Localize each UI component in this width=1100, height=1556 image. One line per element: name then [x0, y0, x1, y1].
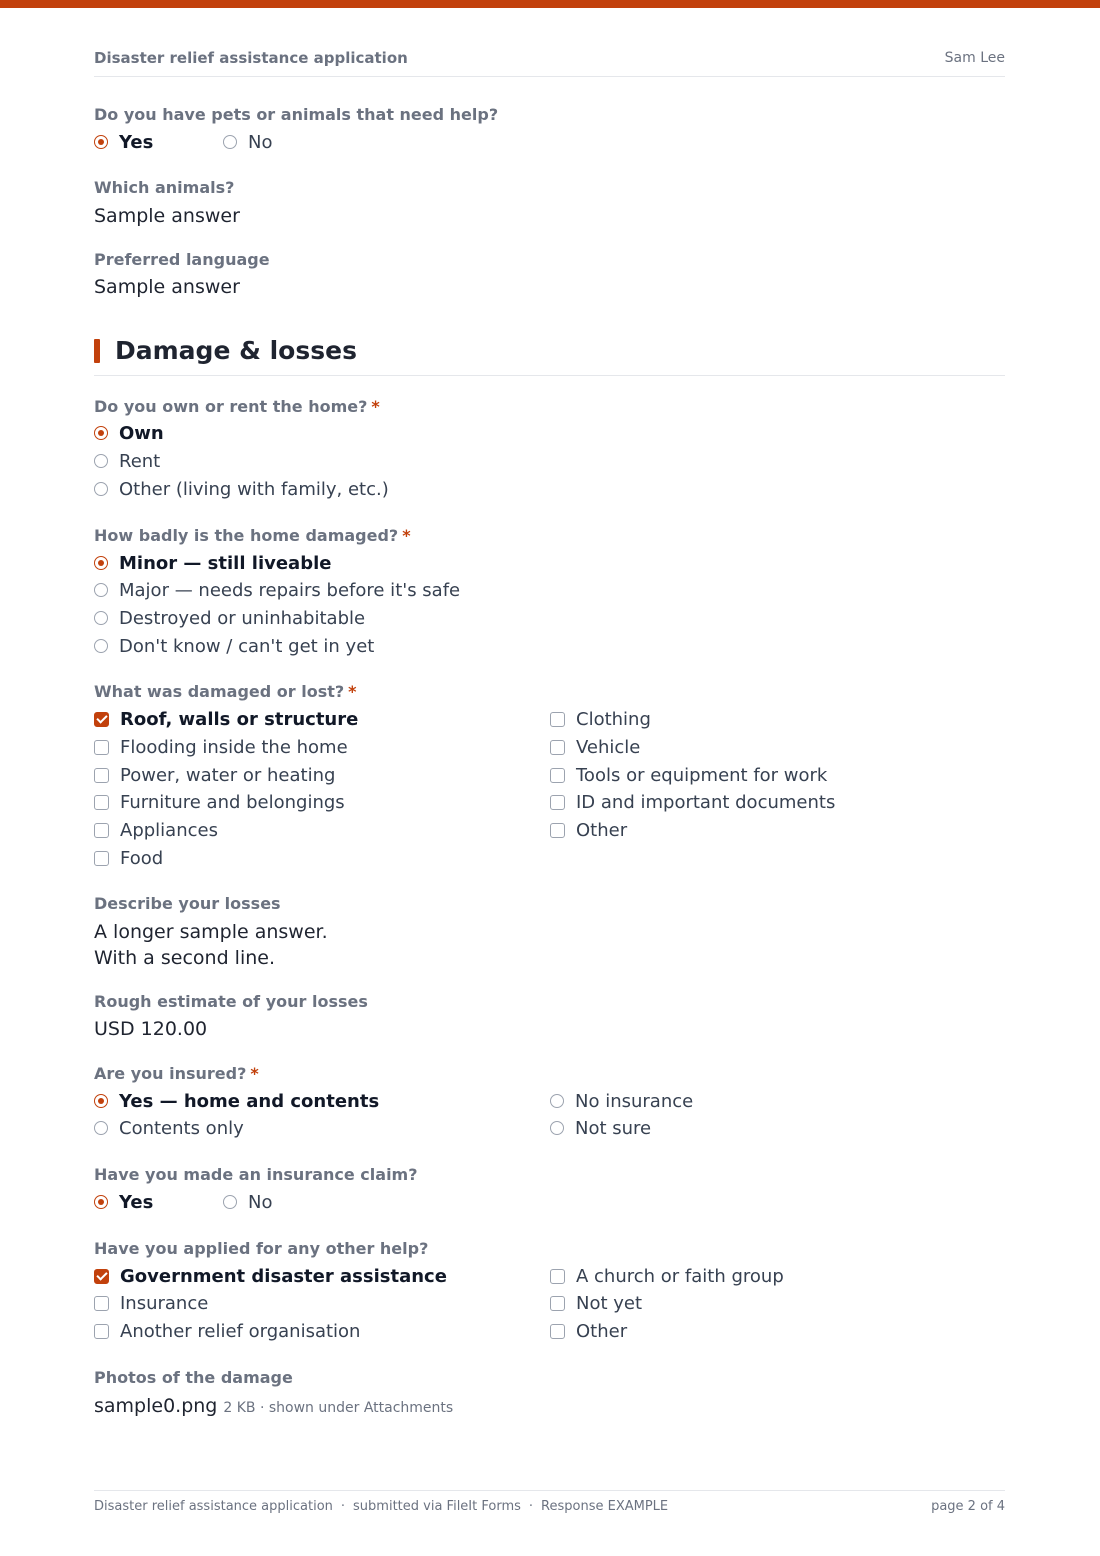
checkbox-unchecked-icon	[550, 823, 565, 838]
option-label: Other	[576, 1320, 628, 1342]
radio-unselected-icon	[94, 454, 108, 468]
question-text: Do you own or rent the home?	[94, 397, 368, 416]
other-help-checkbox[interactable]	[94, 1264, 447, 1288]
question-text: Are you insured?	[94, 1064, 247, 1083]
losses-answer-line-1: A longer sample answer.	[94, 921, 328, 943]
option-label: Own	[119, 422, 164, 444]
pets-option-no[interactable]	[223, 130, 272, 154]
own-rent-option-rent[interactable]	[94, 449, 160, 473]
option-label: Yes — home and contents	[119, 1090, 380, 1112]
own-rent-option-own[interactable]	[94, 421, 164, 445]
footer-separator: ·	[528, 1499, 534, 1514]
option-label: Another relief organisation	[120, 1320, 361, 1342]
damaged-item-checkbox[interactable]	[550, 735, 640, 759]
checkbox-unchecked-icon	[550, 768, 565, 783]
damage-option-destroyed[interactable]	[94, 606, 365, 630]
option-label: Yes	[119, 1191, 154, 1213]
insured-option[interactable]	[94, 1089, 379, 1113]
insured-option[interactable]	[550, 1116, 651, 1140]
footer-separator: ·	[340, 1499, 346, 1514]
option-label: Furniture and belongings	[120, 791, 345, 813]
checkbox-unchecked-icon	[94, 795, 109, 810]
radio-unselected-icon	[94, 611, 108, 625]
option-label: Major — needs repairs before it's safe	[119, 579, 461, 601]
damaged-item-checkbox[interactable]	[550, 707, 651, 731]
radio-unselected-icon	[94, 482, 108, 496]
damaged-item-checkbox[interactable]	[94, 790, 345, 814]
question-animals-label: Which animals?	[94, 178, 235, 197]
own-rent-option-other[interactable]	[94, 477, 389, 501]
option-label: No	[248, 1191, 273, 1213]
damage-option-minor[interactable]	[94, 551, 331, 575]
other-help-checkbox[interactable]	[550, 1291, 642, 1315]
option-label: Not yet	[576, 1292, 643, 1314]
estimate-answer: USD 120.00	[94, 1018, 208, 1040]
question-damaged-items-label	[94, 682, 357, 701]
question-damage-level-label	[94, 526, 411, 545]
option-label: Insurance	[120, 1292, 209, 1314]
required-mark: *	[371, 397, 380, 416]
checkbox-unchecked-icon	[550, 1269, 565, 1284]
damaged-item-checkbox[interactable]	[550, 790, 835, 814]
checkbox-unchecked-icon	[550, 795, 565, 810]
option-label: Contents only	[119, 1117, 244, 1139]
option-label: No insurance	[575, 1090, 694, 1112]
option-label: Appliances	[120, 819, 218, 841]
checkbox-unchecked-icon	[94, 740, 109, 755]
radio-selected-icon	[94, 426, 108, 440]
damaged-item-checkbox[interactable]	[550, 763, 827, 787]
option-label: ID and important documents	[576, 791, 836, 813]
radio-unselected-icon	[223, 135, 237, 149]
other-help-checkbox[interactable]	[94, 1319, 360, 1343]
option-label: Yes	[119, 131, 154, 153]
checkbox-checked-icon	[94, 712, 109, 727]
pets-option-yes[interactable]	[94, 130, 153, 154]
footer-info	[94, 1499, 668, 1514]
option-label: Roof, walls or structure	[120, 708, 359, 730]
option-label: Other (living with family, etc.)	[119, 478, 389, 500]
damaged-item-checkbox[interactable]	[94, 818, 218, 842]
language-answer: Sample answer	[94, 276, 240, 298]
footer-response: Response EXAMPLE	[541, 1499, 669, 1514]
page-number: page 2 of 4	[931, 1499, 1005, 1514]
option-label: Destroyed or uninhabitable	[119, 607, 366, 629]
section-accent-bar	[94, 339, 100, 363]
option-label: Vehicle	[576, 736, 641, 758]
radio-selected-icon	[94, 135, 108, 149]
option-label: Don't know / can't get in yet	[119, 635, 375, 657]
option-label: A church or faith group	[576, 1265, 784, 1287]
damaged-item-checkbox[interactable]	[94, 735, 348, 759]
other-help-checkbox[interactable]	[550, 1264, 784, 1288]
other-help-checkbox[interactable]	[550, 1319, 627, 1343]
footer-document-title: Disaster relief assistance application	[94, 1499, 333, 1514]
top-accent-bar	[0, 0, 1100, 8]
option-label: Tools or equipment for work	[576, 764, 828, 786]
option-label: Rent	[119, 450, 161, 472]
required-mark: *	[402, 526, 411, 545]
attachment-file-name: sample0.png	[94, 1395, 218, 1417]
checkbox-unchecked-icon	[550, 1324, 565, 1339]
question-language-label: Preferred language	[94, 250, 270, 269]
page-footer	[94, 1490, 1005, 1521]
damage-option-major[interactable]	[94, 578, 460, 602]
insured-option[interactable]	[94, 1116, 244, 1140]
option-label: No	[248, 131, 273, 153]
animals-answer: Sample answer	[94, 205, 240, 227]
radio-unselected-icon	[550, 1121, 564, 1135]
page-header	[94, 48, 1005, 77]
damaged-item-checkbox[interactable]	[94, 707, 358, 731]
question-claim-label: Have you made an insurance claim?	[94, 1165, 418, 1184]
checkbox-unchecked-icon	[94, 1296, 109, 1311]
radio-unselected-icon	[223, 1195, 237, 1209]
required-mark: *	[348, 682, 357, 701]
radio-unselected-icon	[550, 1094, 564, 1108]
question-text: How badly is the home damaged?	[94, 526, 399, 545]
question-photos-label: Photos of the damage	[94, 1368, 293, 1387]
question-estimate-label: Rough estimate of your losses	[94, 992, 368, 1011]
insured-option[interactable]	[550, 1089, 693, 1113]
radio-selected-icon	[94, 556, 108, 570]
damaged-item-checkbox[interactable]	[94, 846, 163, 870]
question-other-help-label: Have you applied for any other help?	[94, 1239, 429, 1258]
option-label: Flooding inside the home	[120, 736, 348, 758]
option-label: Food	[120, 847, 164, 869]
claim-option-yes[interactable]	[94, 1190, 153, 1214]
checkbox-unchecked-icon	[550, 1296, 565, 1311]
question-pets-label: Do you have pets or animals that need help?	[94, 105, 499, 124]
respondent-name: Sam Lee	[944, 50, 1005, 66]
checkbox-unchecked-icon	[94, 768, 109, 783]
question-insured-label	[94, 1064, 259, 1083]
radio-selected-icon	[94, 1094, 108, 1108]
checkbox-unchecked-icon	[94, 851, 109, 866]
checkbox-unchecked-icon	[94, 1324, 109, 1339]
section-title: Damage & losses	[115, 336, 357, 365]
damaged-item-checkbox[interactable]	[94, 763, 335, 787]
radio-unselected-icon	[94, 1121, 108, 1135]
question-own-rent-label	[94, 397, 380, 416]
question-text: What was damaged or lost?	[94, 682, 345, 701]
question-losses-label: Describe your losses	[94, 894, 281, 913]
option-label: Government disaster assistance	[120, 1265, 447, 1287]
option-label: Clothing	[576, 708, 651, 730]
option-label: Not sure	[575, 1117, 652, 1139]
checkbox-unchecked-icon	[550, 712, 565, 727]
claim-option-no[interactable]	[223, 1190, 272, 1214]
checkbox-unchecked-icon	[550, 740, 565, 755]
radio-unselected-icon	[94, 639, 108, 653]
checkbox-checked-icon	[94, 1269, 109, 1284]
checkbox-unchecked-icon	[94, 823, 109, 838]
footer-submitted: submitted via FileIt Forms	[353, 1499, 521, 1514]
attachment-file-meta: 2 KB · shown under Attachments	[223, 1400, 454, 1416]
damage-option-unknown[interactable]	[94, 634, 374, 658]
losses-answer-line-2: With a second line.	[94, 947, 275, 969]
document-title: Disaster relief assistance application	[94, 49, 408, 67]
required-mark: *	[250, 1064, 259, 1083]
option-label: Other	[576, 819, 628, 841]
option-label: Minor — still liveable	[119, 552, 332, 574]
photo-attachment[interactable]	[94, 1393, 453, 1421]
option-label: Power, water or heating	[120, 764, 336, 786]
section-header	[94, 336, 1005, 376]
radio-selected-icon	[94, 1195, 108, 1209]
other-help-checkbox[interactable]	[94, 1291, 208, 1315]
damaged-item-checkbox[interactable]	[550, 818, 627, 842]
radio-unselected-icon	[94, 583, 108, 597]
